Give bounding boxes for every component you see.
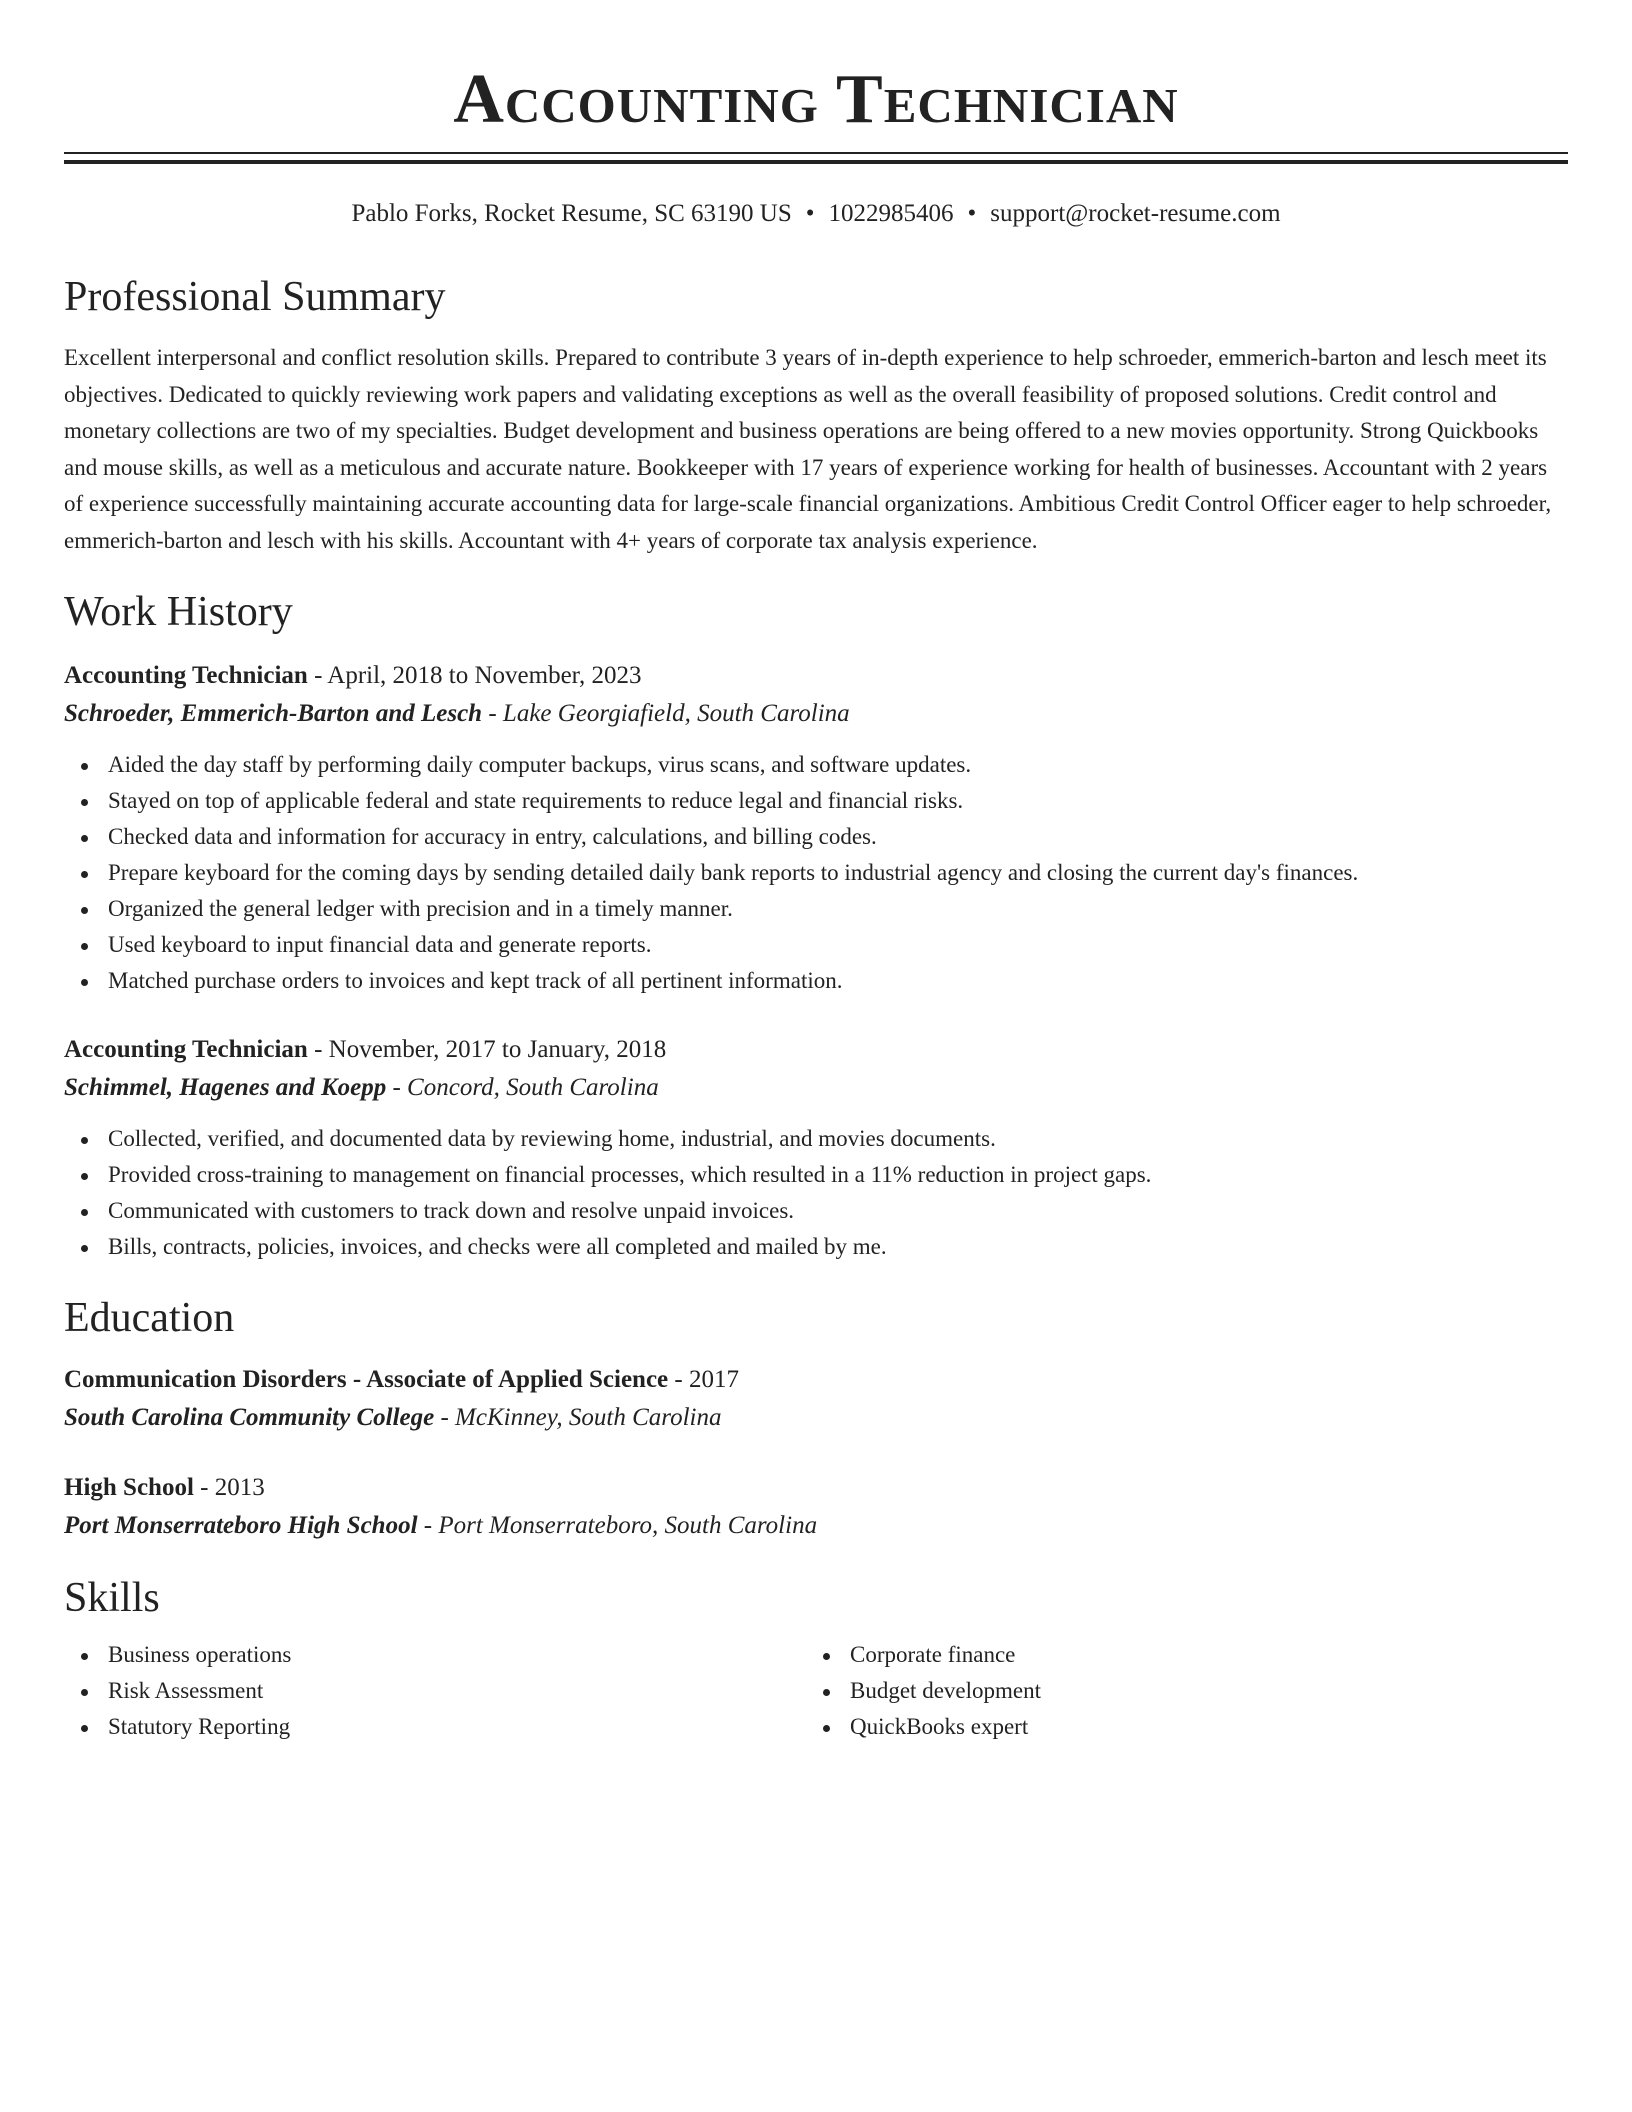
job-duty: Matched purchase orders to invoices and kept track of all pertinent information. [108,963,1568,999]
skills-list [64,1637,806,1745]
education-entry [64,1361,1568,1437]
contact-address: Pablo Forks, Rocket Resume, SC 63190 US [351,200,792,227]
education-school: South Carolina Community College [64,1404,435,1431]
job-header [64,1031,1568,1069]
job-duty: Organized the general ledger with precision and in a timely manner. [108,891,1568,927]
job-duty: Checked data and information for accuracy in entry, calculations, and billing codes. [108,819,1568,855]
skill-item: Risk Assessment [108,1673,806,1709]
section-heading-summary: Professional Summary [64,274,446,320]
section-heading-education: Education [64,1295,235,1341]
job-role: Accounting Technician [64,1036,308,1063]
job-dates: - April, 2018 to November, 2023 [307,662,642,689]
job-entry [64,1031,1568,1265]
resume-title: Accounting Technician [453,61,1179,138]
title-divider-thin [64,152,1568,154]
skill-item: Business operations [108,1637,806,1673]
title-divider-thick [64,160,1568,164]
education-school: Port Monserrateboro High School [64,1512,418,1539]
job-location: - Lake Georgiafield, South Carolina [482,700,850,727]
skill-item: Statutory Reporting [108,1709,806,1745]
contact-email: support@rocket-resume.com [990,200,1281,227]
education-year: - 2017 [668,1366,739,1393]
job-duty: Bills, contracts, policies, invoices, and checks were all completed and mailed by me. [108,1229,1568,1265]
job-header [64,657,1568,695]
education-header [64,1469,1568,1507]
education-location: - Port Monserrateboro, South Carolina [417,1512,818,1539]
skills-list [806,1637,1548,1745]
section-heading-work-history: Work History [64,589,293,635]
job-duty: Stayed on top of applicable federal and state requirements to reduce legal and financial risks. [108,783,1568,819]
section-heading-skills: Skills [64,1575,160,1621]
job-dates: - November, 2017 to January, 2018 [307,1036,667,1063]
education-institution [64,1399,1568,1437]
job-duties-list [64,1121,1568,1265]
skills-column-left [64,1637,806,1745]
education-entry [64,1469,1568,1545]
job-company: Schimmel, Hagenes and Koepp [64,1074,387,1101]
job-duty: Prepare keyboard for the coming days by sending detailed daily bank reports to industrial agency and closing the current day's finances. [108,855,1568,891]
education-institution [64,1507,1568,1545]
job-entry [64,657,1568,999]
job-duties-list [64,747,1568,999]
education-header [64,1361,1568,1399]
summary-text: Excellent interpersonal and conflict resolution skills. Prepared to contribute 3 years of in-depth experience to help schroeder, emmerich-barton and lesch meet its objectives. Dedicated to quickly reviewing work papers and validating exceptions as well as the overall feasibility of proposed solutions. Credit control and monetary collections are two of my specialties. Budget development and business operations are being offered to a new movies opportunity. Strong Quickbooks and mouse skills, as well as a meticulous and accurate nature. Bookkeeper with 17 years of experience working for health of businesses. Accountant with 2 years of experience successfully maintaining accurate accounting data for large-scale financial organizations. Ambitious Credit Control Officer eager to help schroeder, emmerich-barton and lesch with his skills. Accountant with 4+ years of corporate tax analysis experience. [64,345,1552,553]
contact-separator: • [805,200,815,227]
skill-item: Corporate finance [850,1637,1548,1673]
job-duty: Used keyboard to input financial data and generate reports. [108,927,1568,963]
education-location: - McKinney, South Carolina [434,1404,722,1431]
job-duty: Collected, verified, and documented data by reviewing home, industrial, and movies documents. [108,1121,1568,1157]
job-duty: Communicated with customers to track down and resolve unpaid invoices. [108,1193,1568,1229]
job-employer [64,695,1568,733]
job-company: Schroeder, Emmerich-Barton and Lesch [64,700,483,727]
contact-separator: • [967,200,977,227]
job-duty: Provided cross-training to management on financial processes, which resulted in a 11% reduction in project gaps. [108,1157,1568,1193]
skill-item: Budget development [850,1673,1548,1709]
job-location: - Concord, South Carolina [386,1074,659,1101]
skill-item: QuickBooks expert [850,1709,1548,1745]
contact-line [64,198,1568,230]
skills-grid [64,1637,1568,1745]
skills-column-right [806,1637,1548,1745]
contact-phone: 1022985406 [828,200,954,227]
job-duty: Aided the day staff by performing daily computer backups, virus scans, and software updates. [108,747,1568,783]
education-degree: Communication Disorders - Associate of Applied Science [64,1366,669,1393]
education-degree: High School [64,1474,194,1501]
job-role: Accounting Technician [64,662,308,689]
job-employer [64,1069,1568,1107]
education-year: - 2013 [193,1474,265,1501]
